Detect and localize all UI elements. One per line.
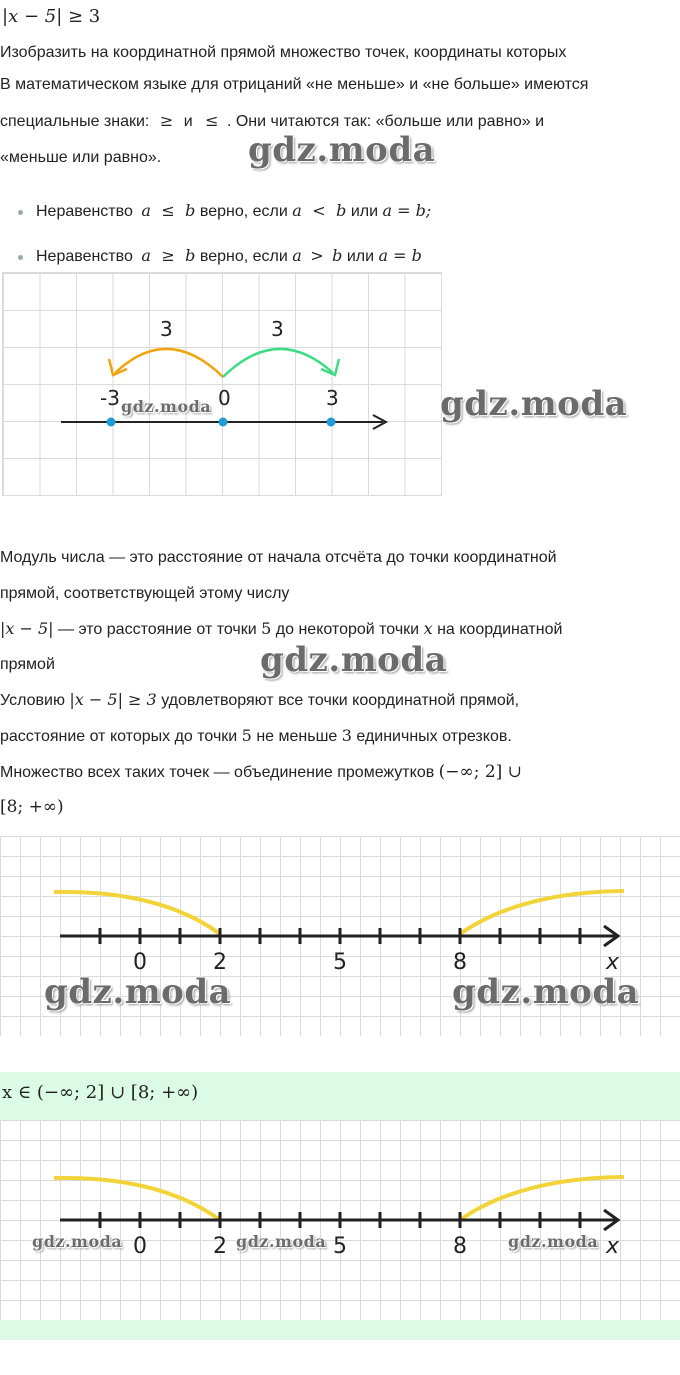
point-label-3: 3 [326, 386, 339, 410]
axis-label-x: x [606, 1234, 620, 1259]
figure-distance-diagram [2, 272, 442, 496]
left-arc [115, 349, 223, 377]
explanation-line-7: Множество всех таких точек — объединение промежутков (−∞; 2] ∪ [0, 762, 522, 782]
title-rhs: ≥ 3 [68, 6, 101, 27]
explanation-line-6: расстояние от которых до точки 5 не меньше 3 единичных отрезков. [0, 726, 512, 745]
problem-title [2, 6, 100, 28]
tick-label-2: 2 [213, 1234, 227, 1259]
point-label-minus-3: -3 [100, 386, 120, 410]
point-3 [327, 418, 336, 427]
explanation-line-1: Модуль числа — это расстояние от начала отсчёта до точки координатной [0, 549, 557, 566]
point-minus-3 [107, 418, 116, 427]
right-arc [223, 349, 333, 377]
right-arc-arrow [321, 359, 339, 375]
tick-label-8: 8 [453, 950, 467, 975]
right-ray-arc [460, 891, 624, 934]
watermark: gdz.moda [452, 972, 640, 1012]
tick-label-2: 2 [213, 950, 227, 975]
tick-label-0: 0 [133, 950, 147, 975]
and-word: и [183, 113, 193, 130]
point-label-0: 0 [218, 386, 231, 410]
intro-line-1: Изобразить на координатной прямой множество точек, координаты которых [0, 44, 567, 61]
intro-text: специальные знаки: [0, 113, 150, 130]
answer-box-bottom [0, 1320, 680, 1340]
tick-label-8: 8 [453, 1234, 467, 1259]
le-sign: ≤ [205, 111, 219, 130]
left-ray-arc [54, 1178, 220, 1220]
intro-line-4: «меньше или равно». [0, 149, 162, 166]
number-line-figure [3, 273, 441, 495]
watermark: gdz.moda [121, 397, 212, 416]
bullet-item-2: Неравенство a ≥ b верно, если a > b или a = b [36, 246, 422, 265]
answer-box [0, 1072, 680, 1120]
watermark: gdz.moda [508, 1232, 599, 1251]
watermark: gdz.moda [32, 1232, 123, 1251]
axis-label-x: x [606, 950, 620, 975]
answer-number-line [0, 1120, 680, 1320]
left-ray-arc [54, 892, 220, 934]
point-zero [219, 418, 228, 427]
figure-solution-line [0, 836, 680, 1036]
tick-label-5: 5 [333, 950, 347, 975]
watermark: gdz.moda [248, 130, 436, 170]
arc-label-right: 3 [271, 317, 284, 341]
intro-text-2: . Они читаются так: «больше или равно» и [226, 113, 545, 130]
tick-label-5: 5 [333, 1234, 347, 1259]
watermark: gdz.moda [440, 384, 628, 424]
intro-line-2: В математическом языке для отрицаний «не меньше» и «не больше» имеются [0, 76, 589, 93]
explanation-line-8: [8; +∞) [0, 797, 64, 817]
watermark: gdz.moda [44, 972, 232, 1012]
title-expression: |x − 5| [2, 6, 63, 27]
figure-answer-line [0, 1120, 680, 1320]
explanation-line-2: прямой, соответствующей этому числу [0, 585, 290, 602]
left-arc-arrow [109, 359, 127, 375]
right-ray-arc [460, 1177, 624, 1220]
bullet-item-1: Неравенство a ≤ b верно, если a < b или a = b; [36, 201, 432, 220]
bullet-dot [18, 255, 23, 260]
explanation-line-4: прямой [0, 656, 55, 673]
ge-sign: ≥ [159, 111, 174, 130]
watermark: gdz.moda [260, 640, 448, 680]
answer-expression: x ∈ (−∞; 2] ∪ [8; +∞) [2, 1082, 199, 1103]
explanation-line-5: Условию |x − 5| ≥ 3 удовлетворяют все точки координатной прямой, [0, 690, 520, 709]
watermark: gdz.moda [236, 1232, 327, 1251]
tick-label-0: 0 [133, 1234, 147, 1259]
explanation-line-3: |x − 5| — это расстояние от точки 5 до некоторой точки x на координатной [0, 619, 563, 638]
bullet-dot [18, 210, 23, 215]
arc-label-left: 3 [160, 317, 173, 341]
